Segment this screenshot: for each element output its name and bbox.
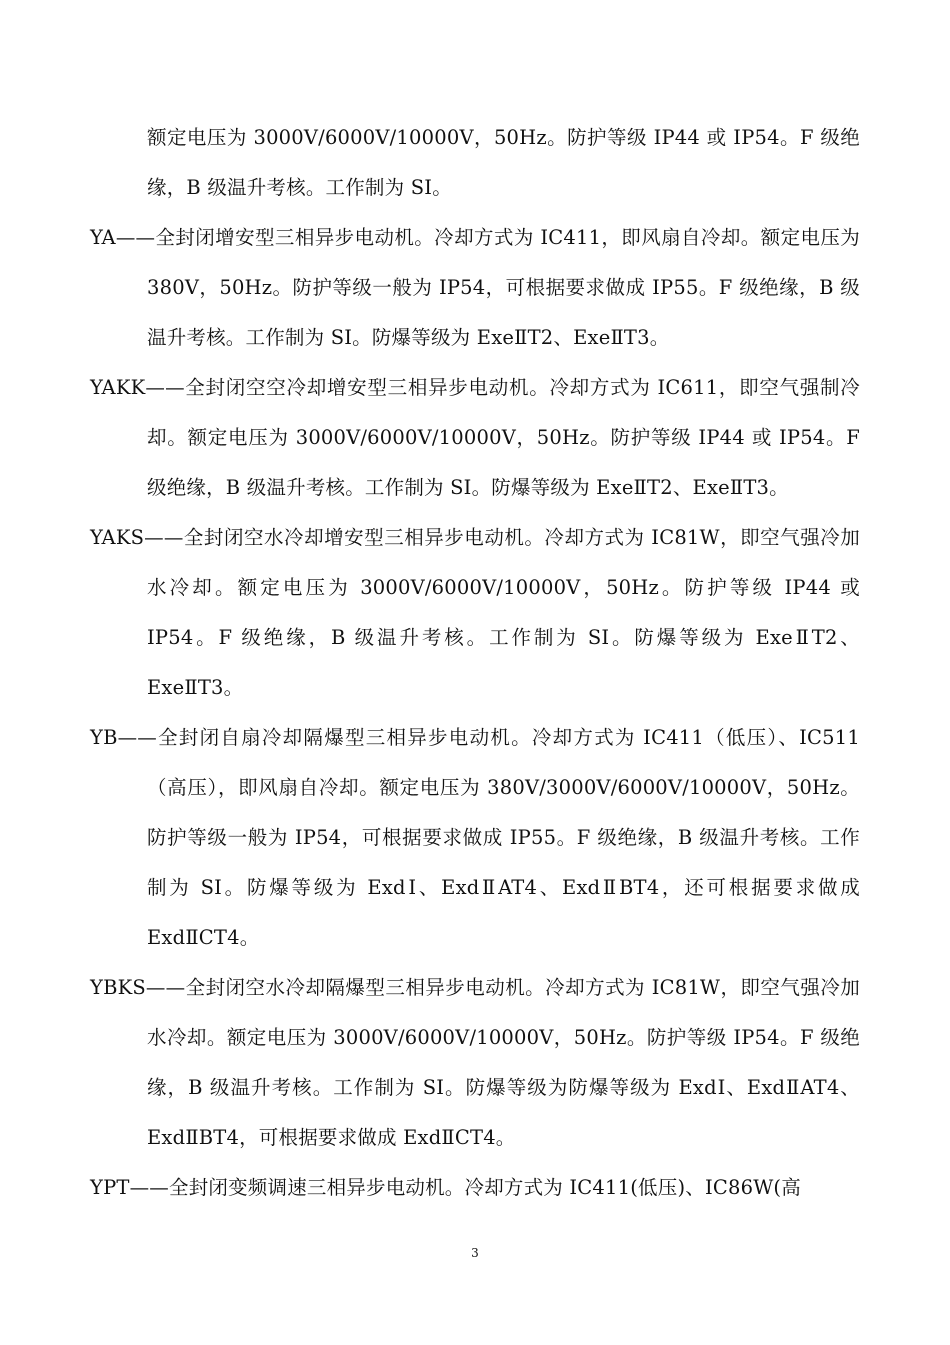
paragraph-continuation: 额定电压为 3000V/6000V/10000V，50Hz。防护等级 IP44 或 IP54。F 级绝缘，B 级温升考核。工作制为 SI。: [147, 126, 860, 199]
paragraph-yaks: YAKS——全封闭空水冷却增安型三相异步电动机。冷却方式为 IC81W，即空气强冷加水冷却。额定电压为 3000V/6000V/10000V，50Hz。防护等级 IP44 或 IP54。F 级绝缘，B 级温升考核。工作制为 SI。防爆等级为 ExeⅡT2、ExeⅡT3。: [90, 526, 860, 699]
document-body: [90, 113, 860, 1213]
paragraph-yb: YB——全封闭自扇冷却隔爆型三相异步电动机。冷却方式为 IC411（低压）、IC511（高压），即风扇自冷却。额定电压为 380V/3000V/6000V/10000V，50Hz。防护等级一般为 IP54，可根据要求做成 IP55。F 级绝缘，B 级温升考核。工作制为 SI。防爆等级为 ExdⅠ、ExdⅡAT4、ExdⅡBT4，还可根据要求做成 ExdⅡCT4。: [90, 726, 860, 949]
paragraph-yakk: YAKK——全封闭空空冷却增安型三相异步电动机。冷却方式为 IC611，即空气强制冷却。额定电压为 3000V/6000V/10000V，50Hz。防护等级 IP44 或 IP54。F 级绝缘，B 级温升考核。工作制为 SI。防爆等级为 ExeⅡT2、ExeⅡT3。: [90, 376, 860, 499]
paragraph-ybks: YBKS——全封闭空水冷却隔爆型三相异步电动机。冷却方式为 IC81W，即空气强冷加水冷却。额定电压为 3000V/6000V/10000V，50Hz。防护等级 IP54。F 级绝缘，B 级温升考核。工作制为 SI。防爆等级为防爆等级为 ExdⅠ、ExdⅡAT4、ExdⅡBT4，可根据要求做成 ExdⅡCT4。: [90, 976, 860, 1149]
page-number: 3: [471, 1246, 479, 1260]
paragraph-ya: YA——全封闭增安型三相异步电动机。冷却方式为 IC411，即风扇自冷却。额定电压为 380V，50Hz。防护等级一般为 IP54，可根据要求做成 IP55。F 级绝缘，B 级温升考核。工作制为 SI。防爆等级为 ExeⅡT2、ExeⅡT3。: [90, 226, 860, 349]
paragraph-ypt: YPT——全封闭变频调速三相异步电动机。冷却方式为 IC411(低压)、IC86W(高: [90, 1176, 801, 1199]
